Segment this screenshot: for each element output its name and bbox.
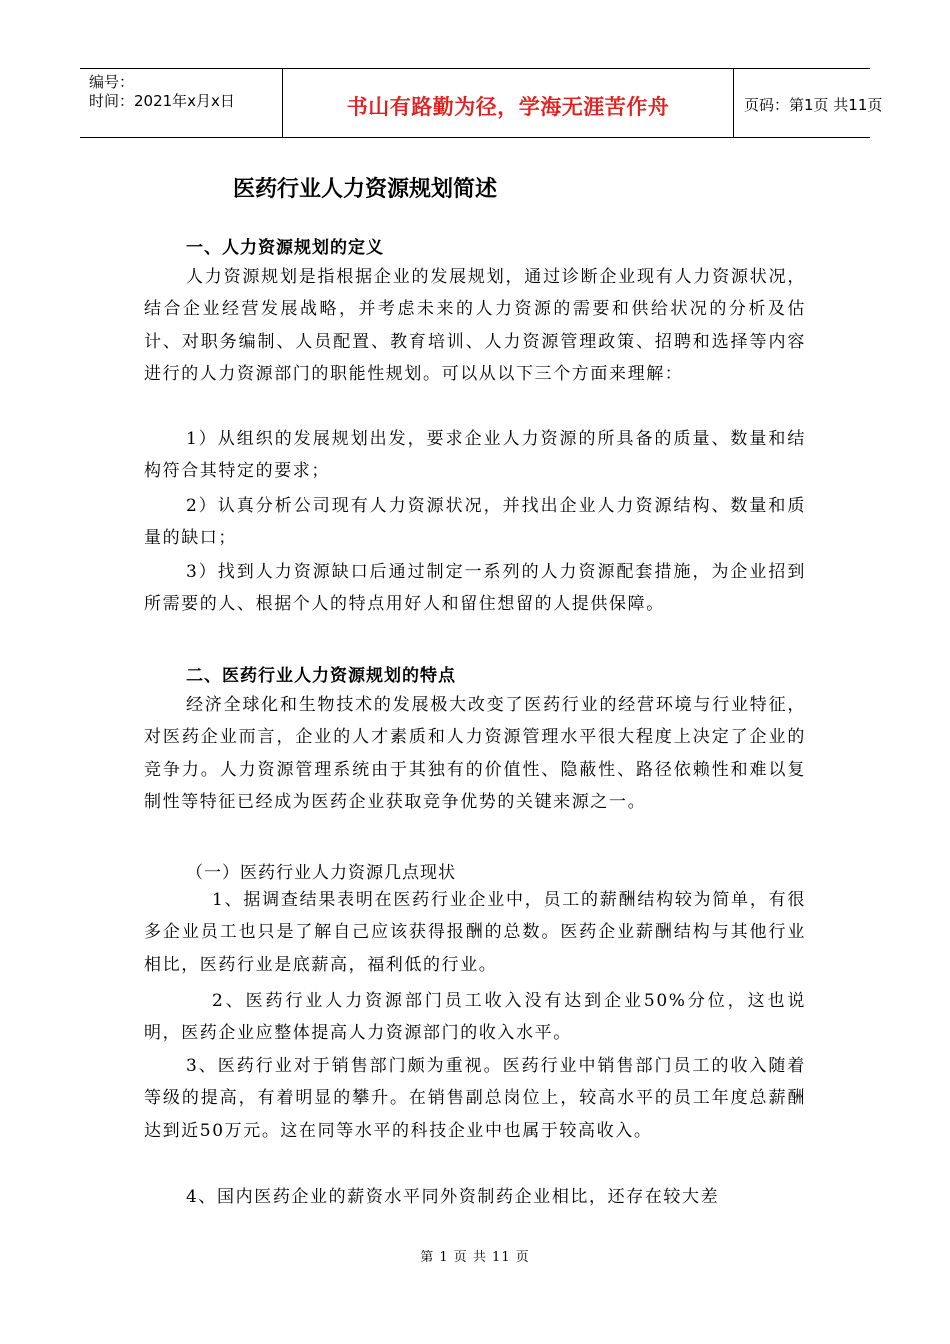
section2-heading: 二、医药行业人力资源规划的特点 xyxy=(186,666,456,686)
section1-point3: 3）找到人力资源缺口后通过制定一系列的人力资源配套措施，为企业招到所需要的人、根据个人的特点用好人和留住想留的人提供保障。 xyxy=(144,562,806,615)
section2-intro: 经济全球化和生物技术的发展极大改变了医药行业的经营环境与行业特征，对医药企业而言，企业的人才素质和人力资源管理水平很大程度上决定了企业的竞争力。人力资源管理系统由于其独有的价值性、隐蔽性、路径依赖性和难以复制性等特征已经成为医药企业获取竞争优势的关键来源之一。 xyxy=(144,695,806,812)
time-label: 时间：2021年x月x日 xyxy=(89,92,235,110)
section2-item2: 2、医药行业人力资源部门员工收入没有达到企业50%分位，这也说明，医药企业应整体提高人力资源部门的收入水平。 xyxy=(144,991,806,1044)
number-label: 编号： xyxy=(89,73,135,91)
document-header xyxy=(80,68,883,138)
section2-item3: 3、医药行业对于销售部门颇为重视。医药行业中销售部门员工的收入随着等级的提高，有着明显的攀升。在销售副总岗位上，较高水平的员工年度总薪酬达到近50万元。这在同等水平的科技企业中也属于较高收入。 xyxy=(144,1056,806,1141)
section1-point1: 1）从组织的发展规划出发，要求企业人力资源的所具备的质量、数量和结构符合其特定的要求； xyxy=(144,429,806,482)
document-title: 医药行业人力资源规划简述 xyxy=(233,177,498,202)
section1-intro: 人力资源规划是指根据企业的发展规划，通过诊断企业现有人力资源状况，结合企业经营发展战略，并考虑未来的人力资源的需要和供给状况的分析及估计、对职务编制、人员配置、教育培训、人力资源管理政策、招聘和选择等内容进行的人力资源部门的职能性规划。可以从以下三个方面来理解： xyxy=(144,267,806,384)
section1-point2: 2）认真分析公司现有人力资源状况，并找出企业人力资源结构、数量和质量的缺口； xyxy=(144,496,806,549)
section2-item4: 4、国内医药企业的薪资水平同外资制药企业相比，还存在较大差 xyxy=(186,1187,720,1207)
section2-subheading: （一）医药行业人力资源几点现状 xyxy=(186,863,456,883)
header-page-cell xyxy=(734,69,883,137)
header-meta-cell xyxy=(80,69,282,137)
page-footer: 第 1 页 共 11 页 xyxy=(420,1250,530,1265)
section1-heading: 一、人力资源规划的定义 xyxy=(186,238,384,258)
header-motto-cell xyxy=(282,69,734,137)
motto: 书山有路勤为径，学海无涯苦作舟 xyxy=(346,95,670,119)
page-info: 页码：第1页 共11页 xyxy=(744,96,883,114)
section2-item1: 1、据调查结果表明在医药行业企业中，员工的薪酬结构较为简单，有很多企业员工也只是了解自己应该获得报酬的总数。医药企业薪酬结构与其他行业相比，医药行业是底薪高，福利低的行业。 xyxy=(144,890,806,975)
